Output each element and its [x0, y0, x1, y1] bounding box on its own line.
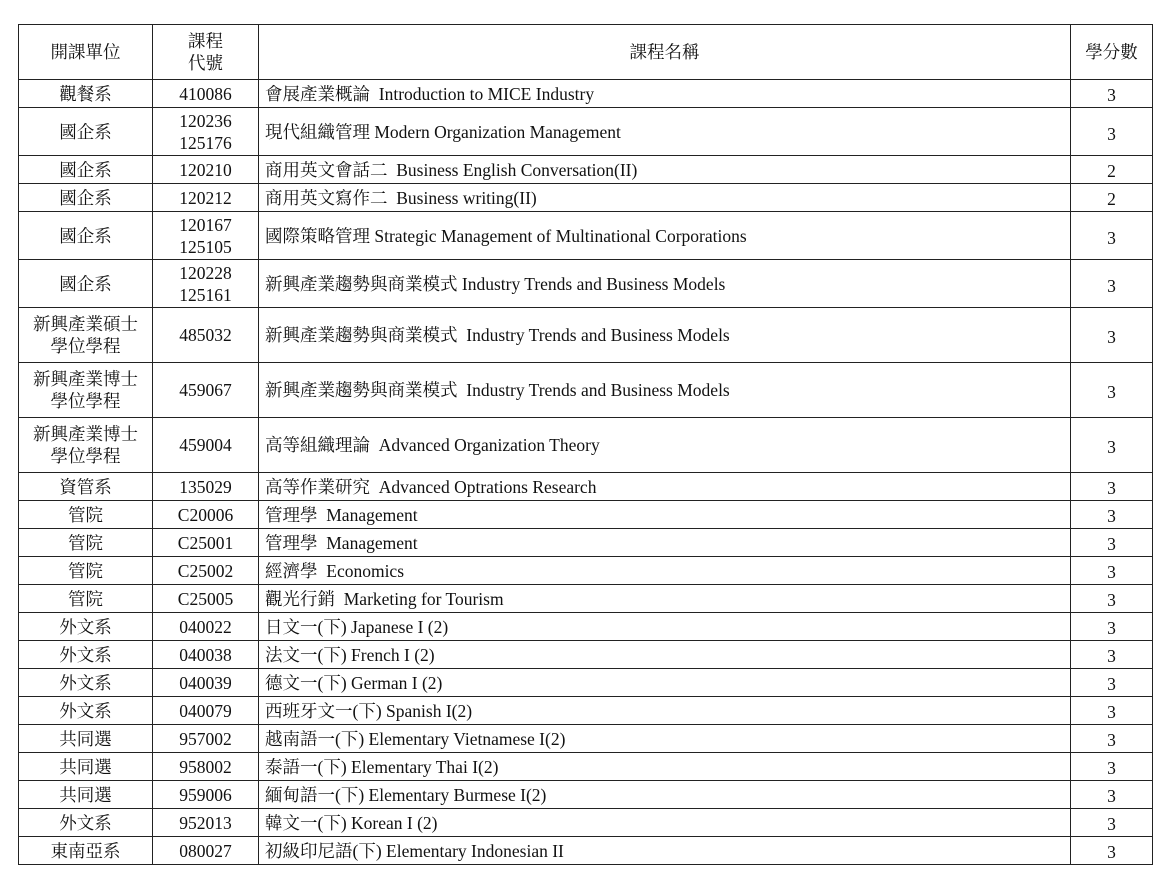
cell-credits: 3	[1071, 613, 1153, 641]
cell-unit	[19, 613, 153, 641]
code-line1: 120236	[179, 110, 232, 131]
cell-code	[153, 809, 259, 837]
cell-credits: 3	[1071, 80, 1153, 108]
header-row	[19, 25, 1153, 80]
cell-unit	[19, 781, 153, 809]
table-row	[19, 212, 1153, 260]
table-row	[19, 585, 1153, 613]
table-row	[19, 108, 1153, 156]
cell-credits: 3	[1071, 363, 1153, 418]
cell-course-name: 經濟學 Economics	[259, 557, 1071, 585]
cell-course-name: 管理學 Management	[259, 501, 1071, 529]
code-line1: 040038	[179, 644, 232, 665]
cell-unit	[19, 501, 153, 529]
table-row	[19, 156, 1153, 184]
cell-code	[153, 156, 259, 184]
cell-course-name: 國際策略管理 Strategic Management of Multinational Corporations	[259, 212, 1071, 260]
code-line1: C25002	[177, 560, 234, 581]
unit-line1: 外文系	[59, 616, 112, 637]
unit-line1: 國企系	[59, 225, 112, 246]
code-line1: 040022	[179, 616, 232, 637]
cell-credits: 3	[1071, 473, 1153, 501]
code-line1: 120210	[179, 159, 232, 180]
cell-course-name: 德文一(下) German I (2)	[259, 669, 1071, 697]
cell-unit	[19, 80, 153, 108]
cell-unit	[19, 809, 153, 837]
table-row	[19, 184, 1153, 212]
cell-unit	[19, 108, 153, 156]
code-line1: 120167	[179, 214, 232, 235]
table-row	[19, 725, 1153, 753]
cell-course-name: 緬甸語一(下) Elementary Burmese I(2)	[259, 781, 1071, 809]
code-line1: C25001	[177, 532, 234, 553]
cell-course-name: 管理學 Management	[259, 529, 1071, 557]
cell-credits: 3	[1071, 725, 1153, 753]
unit-line1: 新興產業碩士	[33, 314, 138, 334]
unit-line1: 外文系	[59, 672, 112, 693]
cell-course-name: 觀光行銷 Marketing for Tourism	[259, 585, 1071, 613]
table-body	[19, 80, 1153, 865]
code-line1: 459067	[179, 380, 232, 400]
cell-course-name: 越南語一(下) Elementary Vietnamese I(2)	[259, 725, 1071, 753]
cell-code	[153, 308, 259, 363]
table-row	[19, 697, 1153, 725]
unit-line1: 國企系	[59, 187, 112, 208]
cell-credits: 3	[1071, 641, 1153, 669]
code-line2: 125105	[179, 236, 232, 257]
cell-unit	[19, 156, 153, 184]
table-row	[19, 308, 1153, 363]
table-row	[19, 809, 1153, 837]
cell-code	[153, 184, 259, 212]
cell-code	[153, 418, 259, 473]
unit-line1: 新興產業博士	[33, 424, 138, 444]
unit-line1: 國企系	[59, 159, 112, 180]
header-code-line2: 代號	[188, 53, 223, 73]
cell-unit	[19, 641, 153, 669]
unit-line1: 管院	[68, 588, 103, 609]
cell-course-name: 初級印尼語(下) Elementary Indonesian II	[259, 837, 1071, 865]
cell-credits: 3	[1071, 212, 1153, 260]
cell-credits: 3	[1071, 585, 1153, 613]
unit-line1: 共同選	[59, 784, 112, 805]
unit-line1: 共同選	[59, 756, 112, 777]
unit-line1: 管院	[68, 532, 103, 553]
code-line1: 120228	[179, 262, 232, 283]
cell-unit	[19, 837, 153, 865]
unit-line1: 觀餐系	[59, 83, 112, 104]
code-line2: 125161	[179, 284, 232, 305]
code-line1: C20006	[177, 504, 234, 525]
header-unit: 開課單位	[19, 25, 153, 80]
cell-credits: 2	[1071, 184, 1153, 212]
table-row	[19, 80, 1153, 108]
code-line1: 080027	[179, 840, 232, 861]
unit-line1: 外文系	[59, 644, 112, 665]
code-line1: 040079	[179, 700, 232, 721]
cell-code	[153, 473, 259, 501]
table-row	[19, 753, 1153, 781]
cell-code	[153, 669, 259, 697]
code-line1: 459004	[179, 435, 232, 455]
cell-course-name: 高等組織理論 Advanced Organization Theory	[259, 418, 1071, 473]
cell-unit	[19, 725, 153, 753]
cell-unit	[19, 363, 153, 418]
cell-code	[153, 363, 259, 418]
code-line1: 120212	[179, 187, 232, 208]
code-line1: 952013	[179, 812, 232, 833]
cell-unit	[19, 184, 153, 212]
cell-code	[153, 613, 259, 641]
cell-credits: 3	[1071, 529, 1153, 557]
cell-code	[153, 212, 259, 260]
header-credits: 學分數	[1071, 25, 1153, 80]
code-line2: 125176	[179, 132, 232, 153]
cell-code	[153, 753, 259, 781]
code-line1: 135029	[179, 476, 232, 497]
cell-course-name: 法文一(下) French I (2)	[259, 641, 1071, 669]
unit-line1: 管院	[68, 560, 103, 581]
table-row	[19, 781, 1153, 809]
cell-code	[153, 260, 259, 308]
cell-course-name: 新興產業趨勢與商業模式 Industry Trends and Business Models	[259, 260, 1071, 308]
cell-unit	[19, 753, 153, 781]
cell-course-name: 韓文一(下) Korean I (2)	[259, 809, 1071, 837]
table-row	[19, 418, 1153, 473]
table-row	[19, 260, 1153, 308]
cell-credits: 3	[1071, 501, 1153, 529]
cell-unit	[19, 697, 153, 725]
code-line1: 957002	[179, 728, 232, 749]
unit-line1: 東南亞系	[50, 840, 121, 861]
table-header	[19, 25, 1153, 80]
cell-unit	[19, 473, 153, 501]
unit-line2: 學位學程	[50, 391, 121, 411]
code-line1: C25005	[177, 588, 234, 609]
unit-line2: 學位學程	[50, 446, 121, 466]
unit-line1: 國企系	[59, 121, 112, 142]
table-row	[19, 363, 1153, 418]
cell-code	[153, 557, 259, 585]
cell-code	[153, 108, 259, 156]
cell-credits: 3	[1071, 809, 1153, 837]
code-line1: 485032	[179, 325, 232, 345]
unit-line1: 管院	[68, 504, 103, 525]
cell-unit	[19, 529, 153, 557]
cell-credits: 3	[1071, 108, 1153, 156]
cell-unit	[19, 585, 153, 613]
cell-code	[153, 697, 259, 725]
cell-course-name: 商用英文寫作二 Business writing(II)	[259, 184, 1071, 212]
cell-credits: 3	[1071, 837, 1153, 865]
cell-course-name: 泰語一(下) Elementary Thai I(2)	[259, 753, 1071, 781]
table-row	[19, 473, 1153, 501]
cell-course-name: 現代組織管理 Modern Organization Management	[259, 108, 1071, 156]
cell-unit	[19, 557, 153, 585]
code-line1: 958002	[179, 756, 232, 777]
table-row	[19, 501, 1153, 529]
cell-credits: 3	[1071, 308, 1153, 363]
cell-credits: 2	[1071, 156, 1153, 184]
cell-course-name: 日文一(下) Japanese I (2)	[259, 613, 1071, 641]
cell-code	[153, 725, 259, 753]
cell-credits: 3	[1071, 557, 1153, 585]
unit-line1: 外文系	[59, 812, 112, 833]
cell-code	[153, 501, 259, 529]
cell-course-name: 新興產業趨勢與商業模式 Industry Trends and Business Models	[259, 308, 1071, 363]
table-row	[19, 613, 1153, 641]
cell-code	[153, 585, 259, 613]
table-row	[19, 837, 1153, 865]
table-row	[19, 669, 1153, 697]
code-line1: 959006	[179, 784, 232, 805]
cell-code	[153, 80, 259, 108]
cell-unit	[19, 308, 153, 363]
cell-credits: 3	[1071, 753, 1153, 781]
cell-course-name: 新興產業趨勢與商業模式 Industry Trends and Business Models	[259, 363, 1071, 418]
table-row	[19, 557, 1153, 585]
cell-code	[153, 781, 259, 809]
code-line1: 410086	[179, 83, 232, 104]
header-code	[153, 25, 259, 80]
cell-credits: 3	[1071, 781, 1153, 809]
cell-course-name: 商用英文會話二 Business English Conversation(II)	[259, 156, 1071, 184]
table-row	[19, 641, 1153, 669]
cell-code	[153, 641, 259, 669]
unit-line1: 外文系	[59, 700, 112, 721]
header-code-line1: 課程	[188, 31, 223, 51]
cell-unit	[19, 212, 153, 260]
unit-line1: 資管系	[59, 476, 112, 497]
table-row	[19, 529, 1153, 557]
cell-code	[153, 837, 259, 865]
unit-line2: 學位學程	[50, 336, 121, 356]
course-table	[18, 24, 1153, 865]
unit-line1: 新興產業博士	[33, 369, 138, 389]
cell-code	[153, 529, 259, 557]
cell-course-name: 會展產業概論 Introduction to MICE Industry	[259, 80, 1071, 108]
cell-course-name: 西班牙文一(下) Spanish I(2)	[259, 697, 1071, 725]
cell-credits: 3	[1071, 697, 1153, 725]
cell-unit	[19, 418, 153, 473]
unit-line1: 國企系	[59, 273, 112, 294]
cell-credits: 3	[1071, 669, 1153, 697]
cell-credits: 3	[1071, 260, 1153, 308]
code-line1: 040039	[179, 672, 232, 693]
cell-unit	[19, 260, 153, 308]
cell-credits: 3	[1071, 418, 1153, 473]
unit-line1: 共同選	[59, 728, 112, 749]
cell-course-name: 高等作業研究 Advanced Optrations Research	[259, 473, 1071, 501]
header-name: 課程名稱	[259, 25, 1071, 80]
cell-unit	[19, 669, 153, 697]
